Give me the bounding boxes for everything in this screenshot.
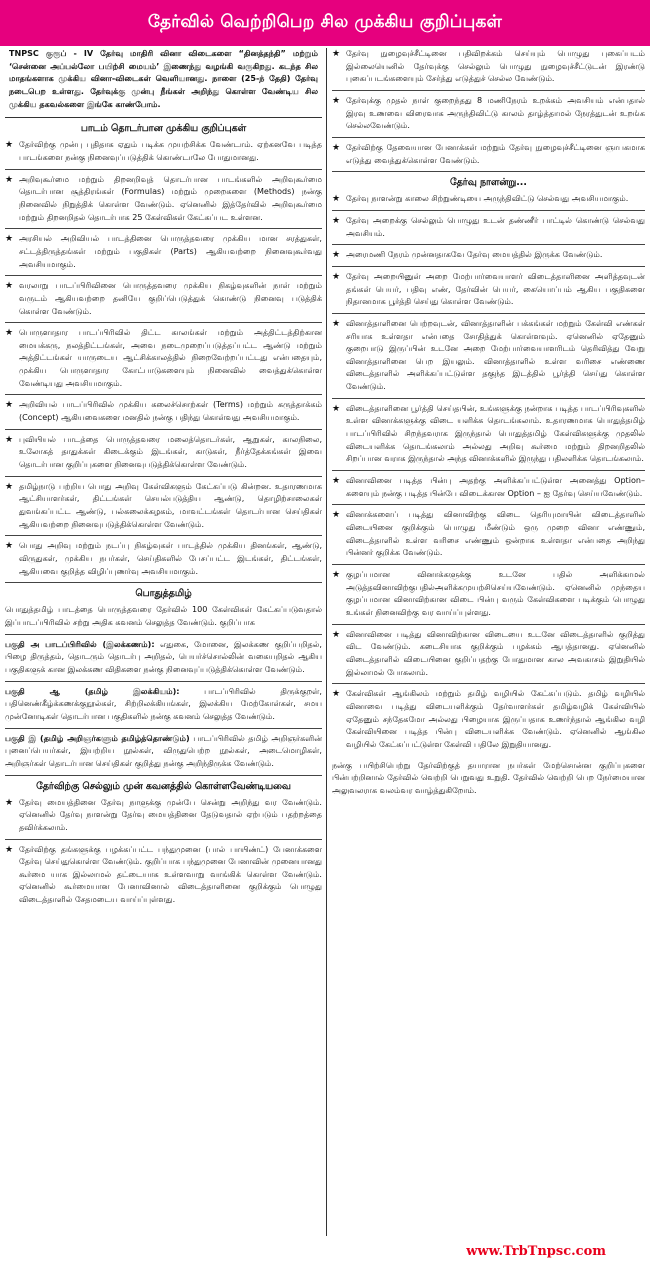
star-icon: ★ [5,541,14,552]
star-icon: ★ [5,234,14,245]
lesson-tips-heading: பாடம் தொடர்பான முக்கிய குறிப்புகள் [80,123,247,135]
list-item: ★ தேர்வு நுழைவுச்சீட்டினை பதிவிறக்கம் செய்யும் பொழுது புகைப்படம் இல்லையெனில் தேர்வுக்கு செல்லும் பொழுது நுழைவுச்சீட்டுடன் இரண்டு புகைப்படங்களையும் சேர்த்து எடுத்துச் செல்ல வேண்டும். [332,48,645,91]
lesson-tips-list [5,139,322,583]
star-icon: ★ [5,400,14,411]
star-icon: ★ [332,629,341,640]
list-item: ★ வினாத்தாளினை பெற்றவுடன், வினாத்தாளின் பக்கங்கள் மற்றும் கேள்வி எண்கள் சரியாக உள்ளதா என்பதை சோதித்துக் கொள்ளவும். ஏனெனில் ஏதேனும் குறைபாடு இருப்பின் உடனே அறை மேற்பார்வையாளரிடம் தெரிவித்து வேறு வினாத்தாளினை பெற இயலும். வினாத்தாளில் உள்ள வரிசை எண்ணை விடைத்தாளில் அளிக்கப்பட்டுள்ள தகுந்த இடத்தில் பூர்த்தி செய்து கொள்ள வேண்டும். [332,318,645,399]
before-exam-heading: தேர்விற்கு செல்லும் முன் கவனத்தில் கொள்ளவேண்டியவை [36,780,291,792]
left-column [2,48,327,1236]
part-label: பகுதி அ பாடப்பிரிவில் (இலக்கணம்): [5,639,155,649]
star-icon: ★ [5,844,14,855]
list-item: ★ வினாவினை படித்து வினாவிற்கான விடையை உடனே விடைத்தாளில் குறித்து விட வேண்டும். கடைசியாக குறிக்கும் பழக்கம் ஆபத்தானது. ஏனெனில் விடைத்தாளில் விடையினை குறிப்பதற்கு போதுமான கால அவகாசம் இறுதியில் இல்லாமல் போகலாம். [332,629,645,685]
article-columns [2,48,648,1236]
star-icon: ★ [332,570,341,580]
list-item: ★ தேர்வு நாளன்று காலை சிற்றுண்டியை அருந்திவிட்டு செல்வது அவசியமாகும். [332,193,645,211]
star-icon: ★ [332,194,341,205]
star-icon: ★ [332,49,341,59]
tamil-part-a [5,639,322,682]
list-item: ★ தமிழ்நாடு பற்றிய பொது அறிவு கேள்விகளும் கேட்கப்படு கின்றன. உதாரணமாக ஆட்சியாளர்கள், திட்டங்கள் செயல்படுத்திய ஆண்டு, தொழிற்சாலைகள் துவங்கப்பட்ட ஆண்டு, பல்கலைக்கழகம், மாவட்டங்கள் தொடர்பான செய்திகள் ஆகியவற்றை நினைவுபடுத்திக்கொள்ள வேண்டும். [5,481,322,537]
list-item: ★ அரசியல் அறிவியல் பாடத்தினை பொருத்தவரை முக்கிய மான சரத்துகள், சட்டத்திருத்தங்கள் மற்றும் பகுதிகள் (Parts) ஆகியவற்றை நினைவுகூர்வது அவசியமாகும். [5,233,322,276]
list-item: ★ தேர்வு மையத்தினை தேர்வு நாளுக்கு முன்பே சென்று அறிந்து வர வேண்டும். ஏனெனில் தேர்வு நாளன்று தேர்வு மையத்தினை தேடுவதால் ஏற்படும் பதற்றத்தை தவிர்க்கலாம். [5,797,322,840]
list-item: ★ புவியியல் பாடத்தை பொருத்தவரை மலைத்தொடர்கள், ஆறுகள், காலநிலை, உலோகத் தாதுக்கள் கிடைக்கும் இடங்கள், காடுகள், நீர்த்தேக்கங்கள் இவை தொடர்பான குறிப்புகளை நினைவுபடுத்திக்கொள்ள வேண்டும். [5,434,322,477]
list-item: ★ வினாக்களைப் படித்து வினாவிற்கு விடை தெரியுமாயின் விடைத்தாளில் விடையினை குறிக்கும் பொழுது மீண்டும் ஒரு முறை வினா எண்ணும், விடைத்தாளில் உள்ள வரிசை எண்ணும் ஒன்றாக உள்ளதா என்பதை அறிந்து பின்னர் குறிக்க வேண்டும். [332,509,645,565]
closing-paragraph: நன்கு பயிற்சிபெற்று தேர்விற்குத் தயாரான நபர்கள் மேற்சொன்ன குறிப்புகளை பின்பற்றினால் தேர்வில் வெற்றி பெறுவது உறுதி. தேர்வில் வெற்றி பெற நேர்மையான அலுவலராக வலம்வர வாழ்த்துகிறோம். [332,760,645,795]
part-text: எதுகை, மோனை, இலக்கண குறிப்பறிதல், பிழை திருத்தம், தொடரும் தொடர்பு அறிதல், பெயர்ச்சொல்லின் வகையறிதல் ஆகிய பகுதிகளுக் கான இலக்கண விதிகளை நன்கு நினைவுப்படுத்திக்கொள்ள வேண்டும். [5,639,322,674]
star-icon: ★ [5,281,14,292]
star-icon: ★ [5,797,14,808]
tamil-part-aa [5,686,322,729]
star-icon: ★ [332,476,341,487]
list-item: ★ அரைமணி நேரம் முன்னதாகவே தேர்வு மையத்தில் இருக்க வேண்டும். [332,249,645,267]
list-item: ★ தேர்விற்கு முன்பு புதிதாக ஏதும் படிக்க முயற்சிக்க வேண்டாம். ஏற்கனவே படித்த பாடங்களை நன்கு நினைவுப்படுத்திக் கொண்டாலே போதுமானது. [5,139,322,169]
star-icon: ★ [332,510,341,521]
part-text: பாடப்பிரிவில் திருக்குறள், பதினெண்கீழ்க்கணக்குநூல்கள், சிற்றிலக்கியங்கள், இலக்கிய மேற்கோள்கள், சமய முன்னோடிகள் தொடர்பான பகுதிகளில் நன்கு கவனம் செலுத்த வேண்டும். [5,686,322,721]
list-item: ★ வரலாறு பாடப்பிரிவினை பொருத்தவரை முக்கிய நிகழ்வுகளின் நாள் மற்றும் வருடம் ஆகியவற்றை தனியே குறிப்பெடுத்துக் கொண்டு நினைவு படுத்திக் கொள்ள வேண்டும். [5,280,322,323]
star-icon: ★ [5,174,14,185]
list-item: ★ தேர்வுக்கு முதல் நாள் குறைந்தது 8 மணிநேரம் உறக்கம் அவசியம் என்பதால் இரவு உணவை விரைவாக அருந்திவிட்டு காலம் தாழ்த்தாமல் நேரத்துடன் உறங்க செல்லவேண்டும். [332,95,645,138]
star-icon: ★ [332,142,341,153]
list-item: ★ குழப்பமான வினாக்களுக்கு உடனே பதில் அளிக்காமல் அடுத்தவினாவிற்குபதில்அளிக்கமுயற்சிசெய்யவேண்டும். ஏனெனில் முந்தைய குழப்பமான வினாவிற்கான விடை பின்பு வரும் கேள்விகளை படிக்கும் பொழுது உங்கள் நினைவிற்கு வர வாய்ப்புள்ளது. [332,569,645,625]
list-item: ★ தேர்விற்கு தங்களுக்கு பழக்கப்பட்ட பந்துமுனை (பால் பாயிண்ட்) பேனாக்களை தேர்வு செய்துகொள்ள வேண்டும். குறிப்பாக பந்துமுனை பேனாவின் முனையானது கூர்மை யாக இல்லாமல் தட்டையாக உள்ளவாறு வாங்கிக் கொள்ள வேண்டும். ஏனெனில் கூர்மையான பேனாவினால் விடைத்தாளினை குறிக்கும் பொழுது விடைத்தாளில் சேதமடைய வாய்ப்புள்ளது. [5,844,322,905]
star-icon: ★ [332,271,341,282]
star-icon: ★ [332,250,341,261]
part-label: பகுதி இ (தமிழ் அறிஞர்களும் தமிழ்த்தொண்டும்) [5,733,190,743]
footer [0,1240,650,1262]
list-item: ★ தேர்வு அறையினுள் அறை மேற்பார்வையாளர் விடைத்தாளினை அளித்தவுடன் தங்கள் பெயர், பதிவு எண், தேர்வின் பெயர், கையொப்பம் ஆகிய பகுதிகளை நிதானமாக பூர்த்தி செய்து கொள்ள வேண்டும். [332,271,645,314]
article-banner [0,0,650,46]
list-item: ★ தேர்வு அறைக்கு செல்லும் பொழுது உடன் தண்ணீர் பாட்டில் கொண்டு செல்வது அவசியம். [332,215,645,245]
list-item: ★ வினாவினை படித்த பின்பு அதற்கு அளிக்கப்பட்டுள்ள அனைத்து Option–களையும் நன்கு படித்த பின்பே விடைக்கான Option – ஐ தேர்வு செய்யவேண்டும். [332,475,645,505]
list-item: ★ பொருளாதார பாடப்பிரிவில் திட்ட காலங்கள் மற்றும் அத்திட்டத்திற்கான மையக்கரு, நலத்திட்டங்கள், அவை நடைமுறைப்படுத்தப்பட்ட ஆண்டு மற்றும் அத்திட்டங்கள் யாருடைய ஆட்சிக்காலத்தில் நிறைவேற்றப்பட்டது என்பதையும், முக்கிய பொருளாதார கோட்பாடுகளையும் நினைவில் வைத்துக்கொள்ள வேண்டியது அவசியமாகும். [5,327,322,395]
list-item: ★ தேர்விற்கு தேவையான பேனாக்கள் மற்றும் தேர்வு நுழைவுச்சீட்டினை ஞாபகமாக எடுத்து வைத்துக்கொள்ள வேண்டும். [332,142,645,172]
star-icon: ★ [332,403,341,414]
exam-day-list [332,193,645,755]
tamil-section-heading: பொதுத்தமிழ் [135,588,192,600]
article-title: தேர்வில் வெற்றிபெற சில முக்கிய குறிப்புகள் [147,12,503,32]
star-icon: ★ [332,95,341,106]
star-icon: ★ [5,140,14,151]
tamil-part-e [5,733,322,776]
star-icon: ★ [332,689,341,700]
list-item: ★ கேள்விகள் ஆங்கிலம் மற்றும் தமிழ் வழியில் கேட்கப்படும். தமிழ் வழியில் வினாவை படித்து விடையளிக்கும் தேர்வாளர்கள் தமிழ்வழிக் கேள்வியில் ஏதேனும் சந்தேகமோ அல்லது பிழையாக இருப்பதாக உணர்ந்தால் ஆங்கில வழி கேள்வியினை படித்த பின்பு விடையளிக்க வேண்டும். ஏனெனில் ஆங்கில வழியில் கேட்கப்பட்டுள்ள கேள்வி பதிலே இறுதியானது. [332,689,645,749]
list-item: ★ பொது அறிவு மற்றும் நடப்பு நிகழ்வுகள் பாடத்தில் முக்கிய தினங்கள், ஆண்டு, விருதுகள், முக்கிய நபர்கள், செய்திகளில் பேசப்பட்ட இடங்கள், திட்டங்கள், ஆகியவை குறித்த விழிப்புணர்வு அவசியமாகும். [5,540,322,583]
intro-paragraph: TNPSC குரூப் - IV தேர்வு மாதிரி வினா விடைகளை “தினத்தந்தி” மற்றும் ‘சென்னை அப்பல்லோ பயிற்சி மையம்’ இணைந்து வழங்கி வருகிறது. கடந்த சில மாதங்களாக முக்கிய வினா-விடைகள் வெளியானது. நாளை (25-ந் தேதி) தேர்வு நடைபெற உள்ளது. தேர்வுக்கு முன்பு நீங்கள் அறிந்து கொள்ள வேண்டிய சில முக்கிய தகவல்களை இங்கே காண்போம். [5,48,322,118]
star-icon: ★ [5,481,14,492]
star-icon: ★ [332,318,341,329]
watermark-link[interactable]: www.TrbTnpsc.com [466,1244,606,1259]
list-item: ★ அறிவுகூர்மை மற்றும் திறனறிவுத் தொடர்பான பாடங்களில் அறிவுகூர்மை தொடர்பான சூத்திரங்கள் (Formulas) மற்றும் முறைகளை (Methods) நன்கு நினைவில் நிறுத்திக் கொள்ள வேண்டும். ஏனெனில் இத்தேர்வில் அறிவுகூர்மை மற்றும் திறனறிதல் தொடர்பாக 25 கேள்விகள் கேட்கப்பட உள்ளன. [5,174,322,230]
star-icon: ★ [332,215,341,226]
star-icon: ★ [5,434,14,445]
star-icon: ★ [5,328,14,339]
exam-day-heading: தேர்வு நாளன்று... [450,177,527,189]
part-text: பாடப்பிரிவில் தமிழ் அறிஞர்களின் புனைப்பெயர்கள், இயற்றிய நூல்கள், விருதுபெற்ற நூல்கள், அடைமொழிகள், அறிஞர்கள் தொடர்பான செய்திகள் குறித்து நன்கு அறிந்திருக்க வேண்டும். [5,733,322,768]
list-item: ★ விடைத்தாளினை பூர்த்தி செய்தபின், உங்களுக்கு நன்றாக படித்த பாடப்பிரிவுகளில் உள்ள வினாக்களுக்கு விடை யளிக்க தொடங்கலாம். உதாரணமாக பொதுத்தமிழ் பாடப்பிரிவில் சிறந்தவராக இருந்தால் பொதுத்தமிழ் கேள்விகளுக்கு முதலில் விடையளிக்க தொடங்கலாம் அல்லது அறிவு கூர்மை மற்றும் திறனறிதலில் சிறப்பான வராக இருந்தால் அந்த வினாக்களில் இருந்து பதிலளிக்க தொடங்கலாம். [332,403,645,471]
right-column [327,48,648,1236]
part-label: பகுதி ஆ (தமிழ் இலக்கியம்): [5,686,180,696]
list-item: ★ அறிவியல் பாடப்பிரிவில் முக்கிய கலைச்சொற்கள் (Terms) மற்றும் கருத்தாக்கம் (Concept) ஆகியவைகளை மனதில் நன்கு பதிந்து கொள்வது அவசியமாகும். [5,399,322,429]
tamil-section-intro: பொதுத்தமிழ் பாடத்தை பொருத்தவரை தேர்வில் 100 கேள்விகள் கேட்கப்படுவதால் இப்பாடப்பிரிவில் சற்று அதிக கவனம் செலுத்த வேண்டும். குறிப்பாக [5,604,322,634]
